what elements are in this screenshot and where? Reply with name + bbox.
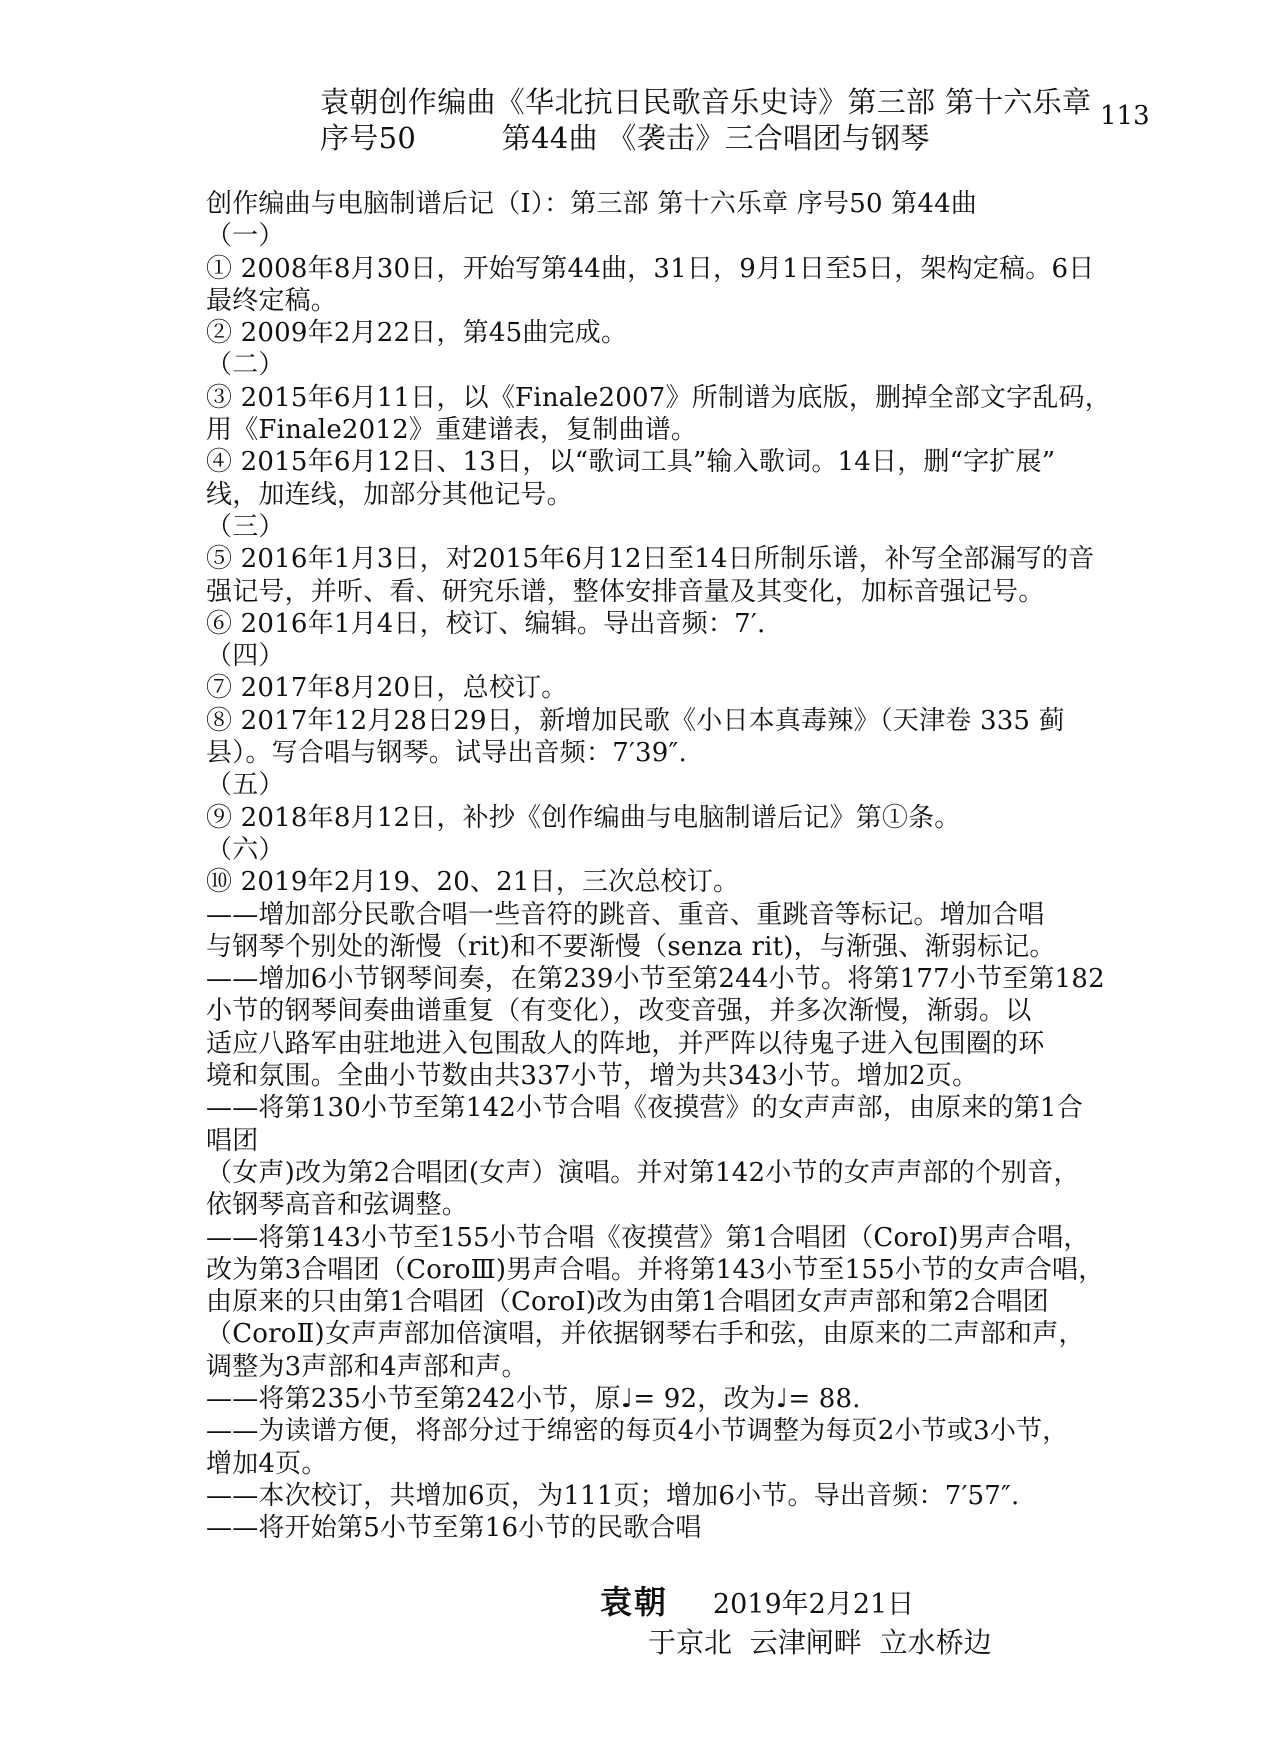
body-line: ② 2009年2月22日，第45曲完成。 — [206, 318, 628, 349]
body-line: （四） — [206, 641, 285, 672]
signature-place: 于京北 云津闸畔 立水桥边 — [648, 1626, 992, 1659]
body-line: 由原来的只由第1合唱团（CoroⅠ)改为由第1合唱团女声声部和第2合唱团 — [206, 1287, 1049, 1318]
body-line: （女声)改为第2合唱团(女声）演唱。并对第142小节的女声声部的个别音， — [206, 1157, 1080, 1188]
body-line: ⑩ 2019年2月19、20、21日，三次总校订。 — [206, 867, 740, 898]
body-line: ① 2008年8月30日，开始写第44曲，31日，9月1日至5日，架构定稿。6日 — [206, 253, 1095, 284]
body-line: ——将开始第5小节至第16小节的民歌合唱 — [206, 1513, 702, 1544]
body-line: （五） — [206, 770, 285, 801]
body-line: 用《Finale2012》重建谱表，复制曲谱。 — [206, 415, 698, 446]
body-line: ——本次校订，共增加6页，为111页；增加6小节。导出音频：7′57″. — [206, 1480, 1020, 1511]
page-number: 113 — [1100, 101, 1150, 131]
body-line: ⑧ 2017年12月28日29日，新增加民歌《小日本真毒辣》（天津卷 335 蓟 — [206, 705, 1065, 736]
body-line: （CoroⅡ)女声声部加倍演唱，并依据钢琴右手和弦，由原来的二声部和声， — [206, 1319, 1085, 1350]
body-line: ——将第143小节至155小节合唱《夜摸营》第1合唱团（CoroⅠ)男声合唱， — [206, 1222, 1090, 1253]
body-line: ⑨ 2018年8月12日，补抄《创作编曲与电脑制谱后记》第①条。 — [206, 802, 961, 833]
signature-name: 袁朝 — [600, 1583, 669, 1621]
body-line: （六） — [206, 834, 285, 865]
body-line: （三） — [206, 511, 285, 542]
body-line: 强记号，并听、看、研究乐谱，整体安排音量及其变化，加标音强记号。 — [206, 576, 1045, 607]
body-line: ③ 2015年6月11日，以《Finale2007》所制谱为底版，删掉全部文字乱码， — [206, 382, 1111, 413]
body-line: ——增加部分民歌合唱一些音符的跳音、重音、重跳音等标记。增加合唱 — [206, 899, 1045, 930]
signature-block — [600, 1585, 914, 1622]
signature-date: 2019年2月21日 — [712, 1589, 915, 1620]
document-body — [206, 188, 1156, 1544]
body-line: ⑦ 2017年8月20日，总校订。 — [206, 673, 568, 704]
body-line: 改为第3合唱团（CoroⅢ)男声合唱。并将第143小节至155小节的女声合唱， — [206, 1254, 1105, 1285]
header-subtitle-line: 序号50 第44曲 《袭击》三合唱团与钢琴 — [320, 121, 930, 155]
body-line: 调整为3声部和4声部和声。 — [206, 1351, 528, 1382]
body-line: （一） — [206, 221, 285, 252]
body-line: （二） — [206, 350, 285, 381]
body-line: 适应八路军由驻地进入包围敌人的阵地，并严阵以待鬼子进入包围圈的环 — [206, 1028, 1045, 1059]
body-line: 县）。写合唱与钢琴。试导出音频：7′39″. — [206, 738, 687, 769]
body-line: 最终定稿。 — [206, 285, 338, 316]
body-line: ——增加6小节钢琴间奏，在第239小节至第244小节。将第177小节至第182 — [206, 964, 1105, 995]
body-line: ④ 2015年6月12日、13日，以“歌词工具”输入歌词。14日，删“字扩展” — [206, 447, 1056, 478]
body-line: 小节的钢琴间奏曲谱重复（有变化），改变音强，并多次渐慢，渐弱。以 — [206, 996, 1032, 1027]
body-line: 境和氛围。全曲小节数由共337小节，增为共343小节。增加2页。 — [206, 1061, 979, 1092]
body-line: 增加4页。 — [206, 1448, 328, 1479]
body-line: ⑥ 2016年1月4日，校订、编辑。导出音频：7′. — [206, 608, 766, 639]
page-header — [320, 84, 1120, 156]
body-line: 依钢琴高音和弦调整。 — [206, 1190, 469, 1221]
body-line: 唱团 — [206, 1125, 259, 1156]
body-line: 创作编曲与电脑制谱后记（Ⅰ）：第三部 第十六乐章 序号50 第44曲 — [206, 189, 978, 219]
body-line: 线，加连线，加部分其他记号。 — [206, 479, 573, 510]
header-title-line: 袁朝创作编曲《华北抗日民歌音乐史诗》第三部 第十六乐章 — [320, 85, 1092, 119]
body-line: ——为读谱方便，将部分过于绵密的每页4小节调整为每页2小节或3小节， — [206, 1416, 1069, 1447]
body-line: ⑤ 2016年1月3日，对2015年6月12日至14日所制乐谱，补写全部漏写的音 — [206, 544, 1095, 575]
body-line: 与钢琴个别处的渐慢（rit)和不要渐慢（senza rit)，与渐强、渐弱标记。 — [206, 931, 1056, 962]
body-line: ——将第130小节至第142小节合唱《夜摸营》的女声声部，由原来的第1合 — [206, 1093, 1083, 1124]
body-line: ——将第235小节至第242小节，原♩= 92，改为♩= 88. — [206, 1383, 861, 1414]
